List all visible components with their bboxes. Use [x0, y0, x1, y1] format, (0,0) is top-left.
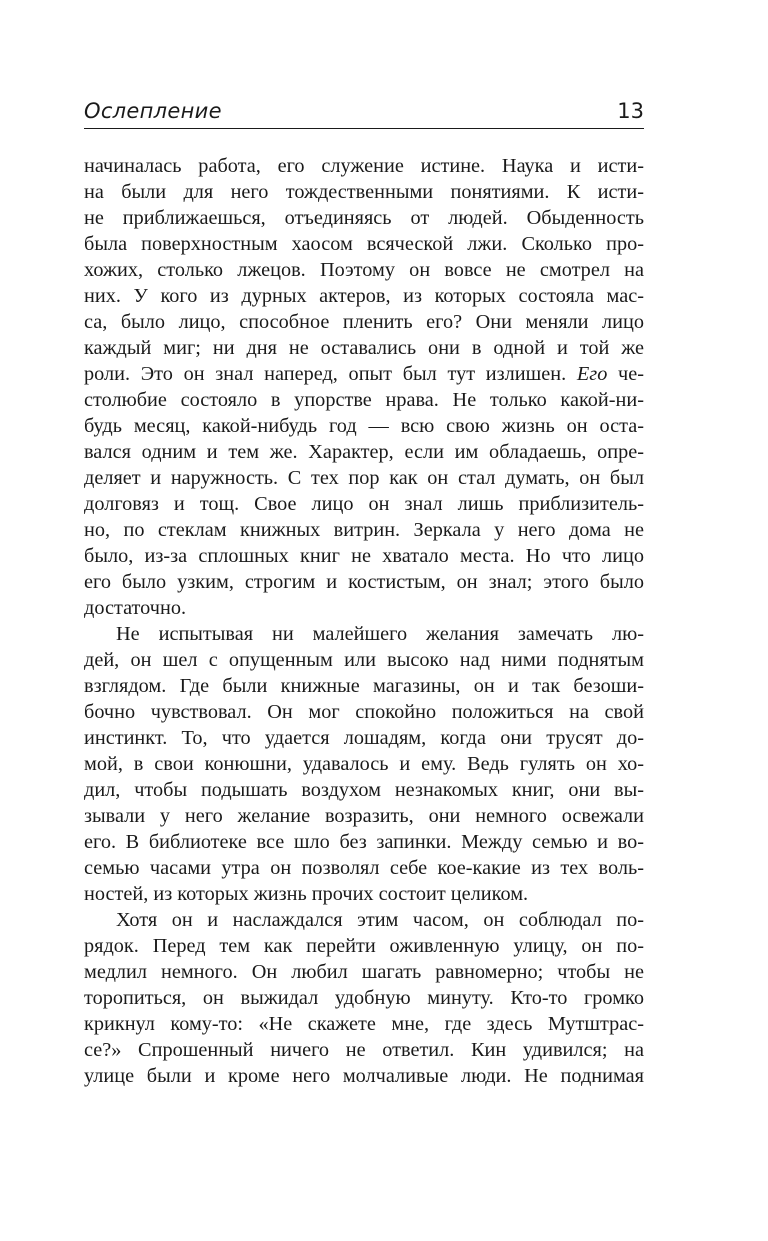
text-line: ностей, из которых жизнь прочих состоит целиком. — [84, 883, 529, 905]
paragraph — [84, 153, 644, 621]
text-line: не приближаешься, отъединяясь от людей. Обыденность — [84, 207, 644, 229]
text-line: медлил немного. Он любил шагать равномерно; чтобы не — [84, 961, 644, 983]
text-line: хожих, столько лжецов. Поэтому он вовсе не смотрел на — [84, 259, 644, 281]
text-line: дил, чтобы подышать воздухом незнакомых книг, они вы- — [84, 779, 644, 801]
text-line: его. В библиотеке все шло без запинки. Между семью и во- — [84, 831, 644, 853]
text-line: торопиться, он выжидал удобную минуту. Кто-то громко — [84, 987, 644, 1009]
text-line: дей, он шел с опущенным или высоко над ними поднятым — [84, 649, 644, 671]
text-line: роли. Это он знал наперед, опыт был тут излишен. Его че- — [84, 363, 644, 385]
text-line: на были для него тождественными понятиями. К исти- — [84, 181, 644, 203]
text-line: вался одним и тем же. Характер, если им обладаешь, опре- — [84, 441, 644, 463]
text-line: Хотя он и наслаждался этим часом, он соблюдал по- — [116, 909, 644, 931]
text-line: Не испытывая ни малейшего желания замечать лю- — [116, 623, 644, 645]
text-line: семью часами утра он позволял себе кое-какие из тех воль- — [84, 857, 644, 879]
text-line: начиналась работа, его служение истине. Наука и исти- — [84, 155, 644, 177]
text-line: них. У кого из дурных актеров, из которых состояла мас- — [84, 285, 644, 307]
running-header — [84, 96, 644, 129]
text-line: взглядом. Где были книжные магазины, он и так безоши- — [84, 675, 644, 697]
text-line: каждый миг; ни дня не оставались они в одной и той же — [84, 337, 644, 359]
text-line: бочно чувствовал. Он мог спокойно положиться на свой — [84, 701, 644, 723]
text-line: столюбие состояло в упорстве нрава. Не только какой-ни- — [84, 389, 644, 411]
text-line: достаточно. — [84, 597, 187, 619]
text-line: се?» Спрошенный ничего не ответил. Кин удивился; на — [84, 1039, 644, 1061]
body-text — [84, 153, 644, 1089]
emphasis: Его — [576, 363, 608, 385]
text-line: инстинкт. То, что удается лошадям, когда они трусят до- — [84, 727, 644, 749]
text-line: са, было лицо, способное пленить его? Они меняли лицо — [84, 311, 644, 333]
paragraph — [84, 907, 644, 1089]
text-line: рядок. Перед тем как перейти оживленную улицу, он по- — [84, 935, 644, 957]
text-line: долговяз и тощ. Свое лицо он знал лишь приблизитель- — [84, 493, 644, 515]
text-line: мой, в свои конюшни, удавалось и ему. Ведь гулять он хо- — [84, 753, 644, 775]
running-title: Ослепление — [84, 99, 222, 123]
text-line: была поверхностным хаосом всяческой лжи. Сколько про- — [84, 233, 644, 255]
paragraph — [84, 621, 644, 907]
text-line: крикнул кому-то: «Не скажете мне, где здесь Мутштрас- — [84, 1013, 644, 1035]
text-line: улице были и кроме него молчаливые люди. Не поднимая — [84, 1065, 644, 1087]
text-line: будь месяц, какой-нибудь год — всю свою жизнь он оста- — [84, 415, 644, 437]
page-number: 13 — [617, 99, 644, 123]
text-line: его было узким, строгим и костистым, он знал; этого было — [84, 571, 644, 593]
text-line: зывали у него желание возразить, они немного освежали — [84, 805, 644, 827]
text-line: деляет и наружность. С тех пор как он стал думать, он был — [84, 467, 644, 489]
text-line: было, из-за сплошных книг не хватало места. Но что лицо — [84, 545, 644, 567]
text-line: но, по стеклам книжных витрин. Зеркала у него дома не — [84, 519, 644, 541]
